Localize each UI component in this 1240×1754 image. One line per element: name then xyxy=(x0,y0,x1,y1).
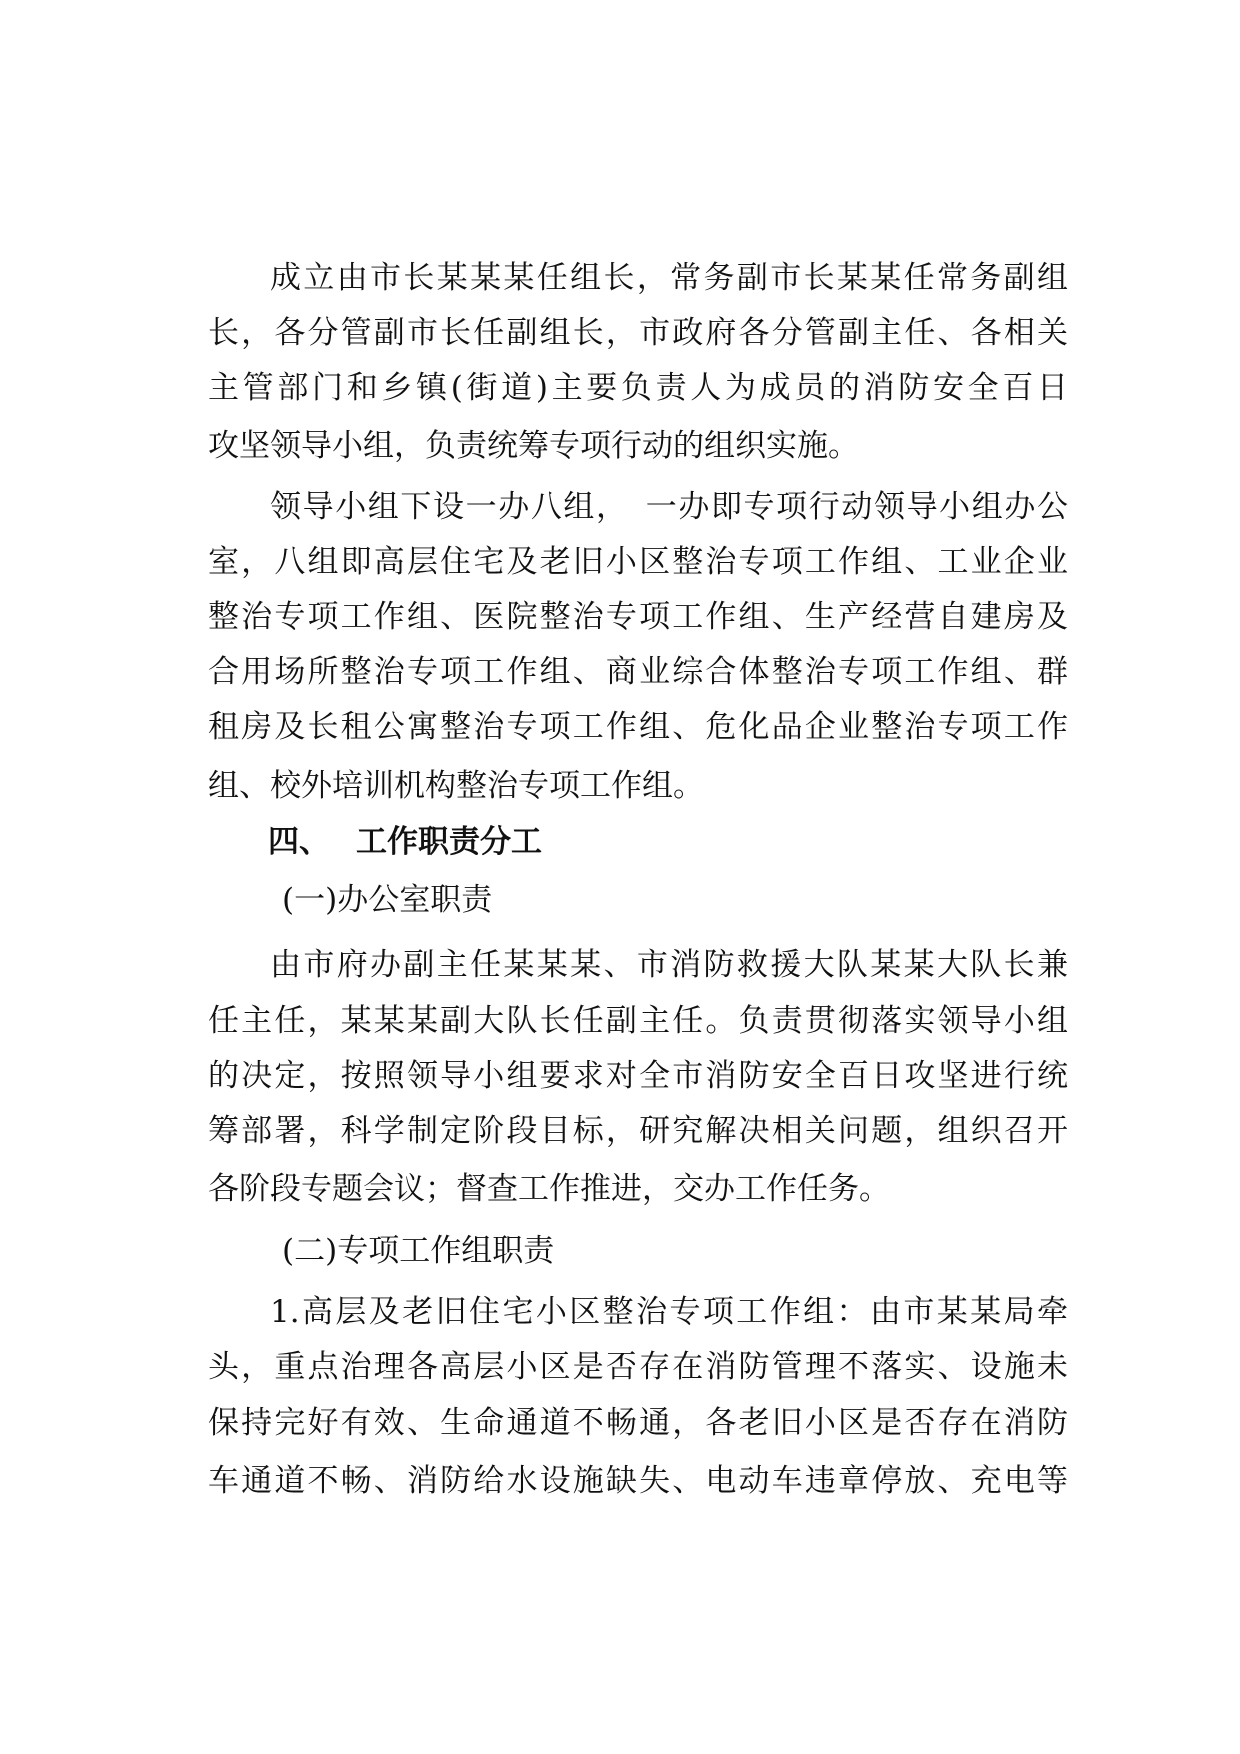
section-heading-number: 四、 xyxy=(268,824,330,860)
paragraph-3-line-5: 各阶段专题会议；督查工作推进，交办工作任务。 xyxy=(208,1171,890,1207)
subheading-office-duties: (一)办公室职责 xyxy=(282,882,493,918)
paragraph-4-line-1: 1.高层及老旧住宅小区整治专项工作组：由市某某局牵 xyxy=(270,1294,1068,1330)
paragraph-3-line-3: 的决定，按照领导小组要求对全市消防安全百日攻坚进行统 xyxy=(208,1058,1068,1094)
subheading-task-group-duties: (二)专项工作组职责 xyxy=(282,1233,555,1269)
section-heading-title: 工作职责分工 xyxy=(356,824,542,860)
paragraph-3-line-1: 由市府办副主任某某某、市消防救援大队某某大队长兼 xyxy=(270,947,1068,983)
paragraph-1-line-4: 攻坚领导小组，负责统筹专项行动的组织实施。 xyxy=(208,428,859,464)
paragraph-4-line-2: 头，重点治理各高层小区是否存在消防管理不落实、设施未 xyxy=(208,1349,1068,1385)
paragraph-2-line-5: 租房及长租公寓整治专项工作组、危化品企业整治专项工作 xyxy=(208,709,1068,745)
paragraph-2-line-2: 室，八组即高层住宅及老旧小区整治专项工作组、工业企业 xyxy=(208,544,1068,580)
paragraph-1-line-1: 成立由市长某某某任组长，常务副市长某某任常务副组 xyxy=(270,260,1068,296)
paragraph-2-line-1: 领导小组下设一办八组， 一办即专项行动领导小组办公 xyxy=(270,489,1068,525)
paragraph-2-line-4: 合用场所整治专项工作组、商业综合体整治专项工作组、群 xyxy=(208,654,1068,690)
paragraph-2-line-3: 整治专项工作组、医院整治专项工作组、生产经营自建房及 xyxy=(208,599,1068,635)
paragraph-3-line-2: 任主任，某某某副大队长任副主任。负责贯彻落实领导小组 xyxy=(208,1003,1068,1039)
paragraph-1-line-2: 长，各分管副市长任副组长，市政府各分管副主任、各相关 xyxy=(208,315,1068,351)
paragraph-4-line-4: 车通道不畅、消防给水设施缺失、电动车违章停放、充电等 xyxy=(208,1463,1068,1499)
section-heading xyxy=(268,822,542,862)
paragraph-1-line-3: 主管部门和乡镇(街道)主要负责人为成员的消防安全百日 xyxy=(208,370,1068,406)
paragraph-3-line-4: 筹部署，科学制定阶段目标，研究解决相关问题，组织召开 xyxy=(208,1113,1068,1149)
paragraph-2-line-6: 组、校外培训机构整治专项工作组。 xyxy=(208,768,704,804)
paragraph-4-line-3: 保持完好有效、生命通道不畅通，各老旧小区是否存在消防 xyxy=(208,1405,1068,1441)
